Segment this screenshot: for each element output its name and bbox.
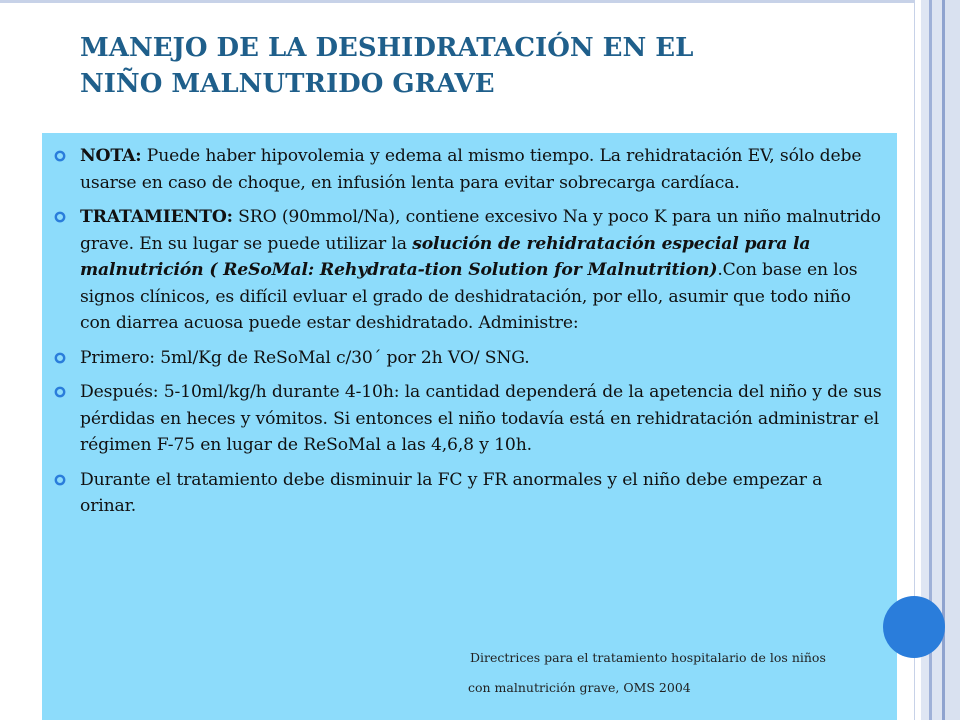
bullet-list [80,143,883,520]
bullet-icon [54,386,66,398]
bullet-lead: TRATAMIENTO: [80,207,233,227]
citation-line-2: con malnutrición grave, OMS 2004 [468,680,691,695]
slide-title-line-1: MANEJO DE LA DESHIDRATACIÓN EN EL [80,33,694,63]
bullet-icon [54,211,66,223]
bullet-item-primero [80,345,883,372]
bullet-text: SRO (90mmol/Na), contiene excesivo Na y poco K para un niño malnutrido grave. En su lugar se puede utilizar la [80,207,881,254]
bullet-icon [54,474,66,486]
bullet-text: Después: 5-10ml/kg/h durante 4-10h: la cantidad dependerá de la apetencia del niño y de sus pérdidas en heces y vómitos. Si entonces el niño todavía está en rehidratación administrar el régimen F-75 en lugar de ReSoMal a las 4,6,8 y 10h. [80,382,882,455]
accent-circle [883,596,945,658]
bullet-item-nota [80,143,883,196]
bullet-item-durante [80,467,883,520]
bullet-icon [54,352,66,364]
bullet-item-despues [80,379,883,459]
bullet-lead: NOTA: [80,146,142,166]
bullet-text: Durante el tratamiento debe disminuir la FC y FR anormales y el niño debe empezar a orinar. [80,469,823,516]
citation-line-1: Directrices para el tratamiento hospitalario de los niños [470,650,826,665]
bullet-text: Puede haber hipovolemia y edema al mismo tiempo. La rehidratación EV, sólo debe usarse en caso de choque, en infusión lenta para evitar sobrecarga cardíaca. [80,146,862,193]
slide-title [80,30,880,102]
slide-title-line-2: NIÑO MALNUTRIDO GRAVE [80,69,495,99]
bullet-item-tratamiento [80,204,883,337]
bullet-text: Primero: 5ml/Kg de ReSoMal c/30´ por 2h VO/ SNG. [80,347,530,368]
right-border-strip [945,0,960,720]
bullet-emphasis: solución de rehidratación especial para la malnutrición ( ReSoMal: Rehydrata-tion Solution for Malnutrition) [80,233,811,280]
bullet-text: .Con base en los signos clínicos, es difícil evluar el grado de deshidratación, por ello, asumir que todo niño con diarrea acuosa puede estar deshidratado. Administre: [80,260,858,333]
bullet-icon [54,150,66,162]
top-border-line [0,0,914,3]
content-panel [42,133,897,720]
